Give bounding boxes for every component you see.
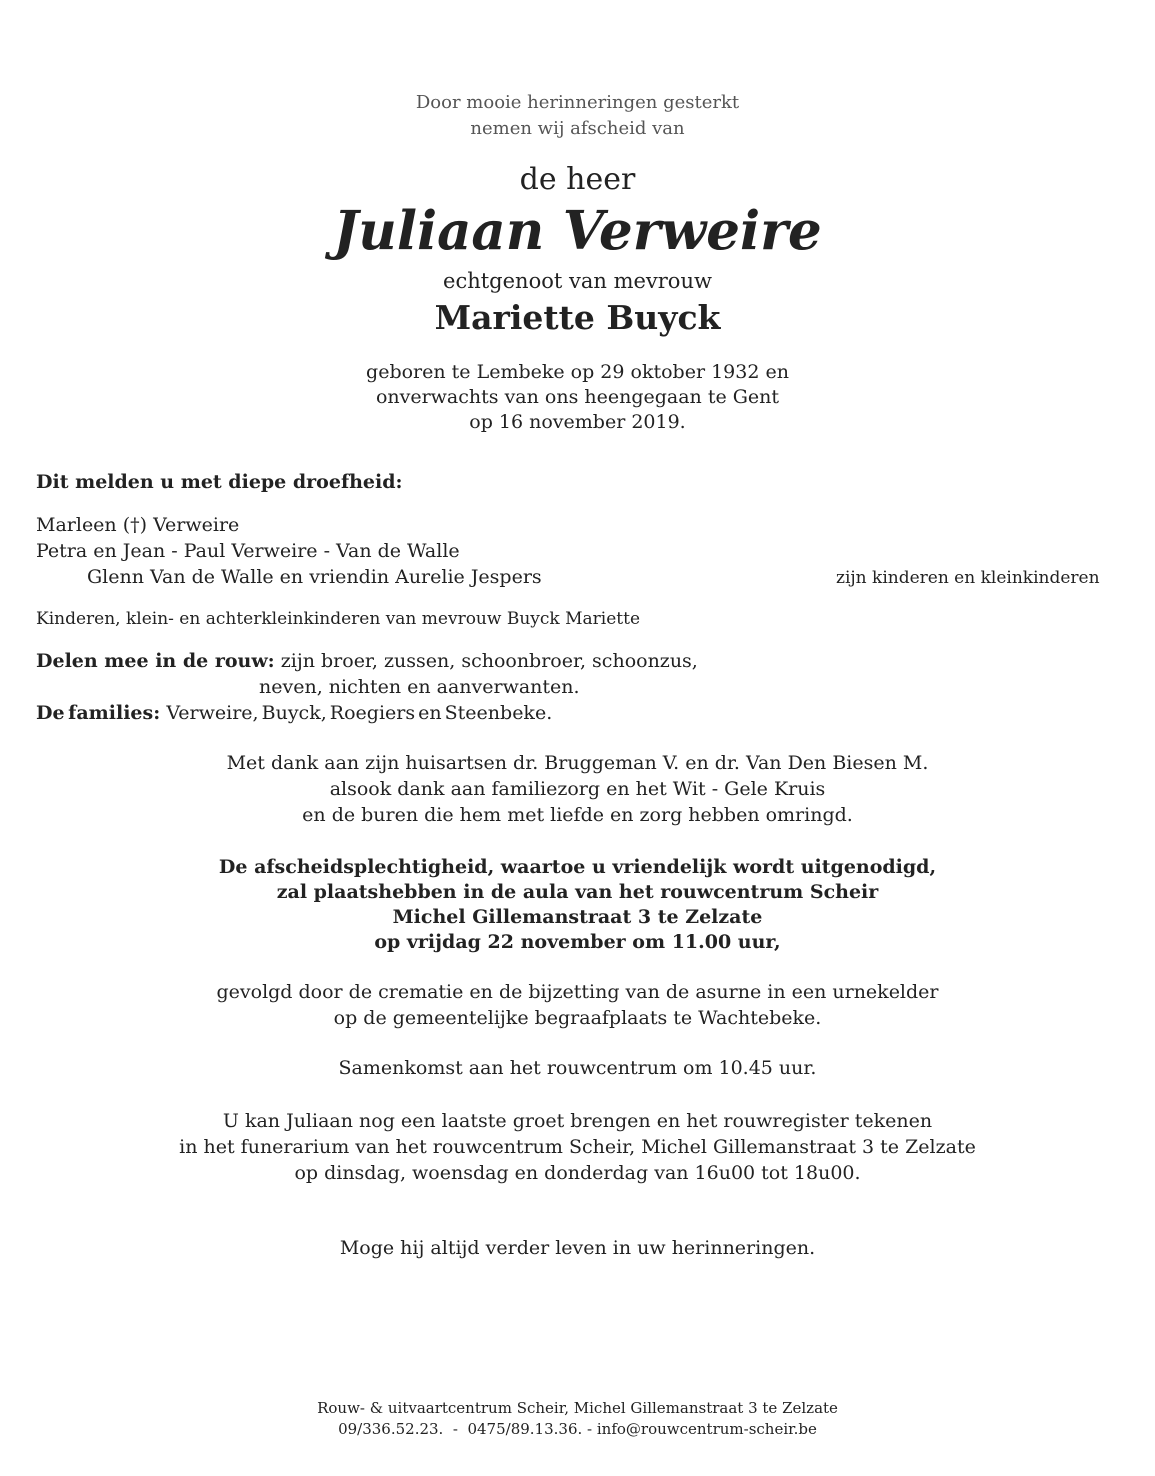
ceremony-line-1: De afscheidsplechtigheid, waartoe u vriendelijk wordt uitgenodigd,	[218, 856, 937, 878]
mourning-line-1	[36, 650, 698, 672]
spouse-intro: echtgenoot van mevrouw	[443, 269, 712, 293]
death-line: onverwachts van ons heengegaan te Gent	[375, 386, 780, 408]
ceremony-line-4: op vrijdag 22 november om 11.00 uur,	[374, 931, 781, 953]
honorific: de heer	[519, 162, 636, 197]
thanks-line-1: Met dank aan zijn huisartsen dr. Bruggeman V. en dr. Van Den Biesen M.	[226, 752, 929, 774]
mourning-text-2: neven, nichten en aanverwanten.	[259, 676, 580, 698]
families-label: De families:	[36, 702, 161, 724]
visitation-line-3: op dinsdag, woensdag en donderdag van 16u00 tot 18u00.	[294, 1162, 861, 1184]
visitation-line-2: in het funerarium van het rouwcentrum Scheir, Michel Gillemanstraat 3 te Zelzate	[179, 1136, 976, 1158]
mourning-label: Delen mee in de rouw:	[36, 650, 275, 672]
gathering-line: Samenkomst aan het rouwcentrum om 10.45 uur.	[338, 1057, 817, 1079]
spouse-name: Mariette Buyck	[434, 298, 721, 337]
thanks-line-2: alsook dank aan familiezorg en het Wit - Gele Kruis	[329, 778, 826, 800]
birth-line: geboren te Lembeke op 29 oktober 1932 en	[366, 361, 789, 383]
cremation-line-1: gevolgd door de crematie en de bijzetting van de asurne in een urnekelder	[216, 981, 939, 1003]
visitation-line-1: U kan Juliaan nog een laatste groet brengen en het rouwregister tekenen	[222, 1110, 933, 1132]
spouse-family: Kinderen, klein- en achterkleinkinderen van mevrouw Buyck Mariette	[36, 609, 640, 629]
thanks-line-3: en de buren die hem met liefde en zorg hebben omringd.	[302, 804, 853, 826]
family-member-3: Glenn Van de Walle en vriendin Aurelie Jespers	[87, 566, 542, 588]
intro-line-1: Door mooie herinneringen gesterkt	[415, 92, 740, 113]
mourning-text-1: zijn broer, zussen, schoonbroer, schoonzus,	[280, 650, 698, 672]
families-text: Verweire, Buyck, Roegiers en Steenbeke.	[166, 702, 553, 724]
family-member-1: Marleen (†) Verweire	[36, 514, 240, 536]
family-member-2: Petra en Jean - Paul Verweire - Van de Walle	[36, 540, 460, 562]
cremation-line-2: op de gemeentelijke begraafplaats te Wachtebeke.	[333, 1007, 822, 1029]
intro-line-2: nemen wij afscheid van	[470, 118, 685, 139]
closing-line: Moge hij altijd verder leven in uw herinneringen.	[339, 1237, 816, 1259]
announcement-heading: Dit melden u met diepe droefheid:	[36, 471, 403, 493]
family-relation: zijn kinderen en kleinkinderen	[836, 568, 1100, 588]
families-line	[36, 702, 552, 724]
footer-contact: 09/336.52.23. - 0475/89.13.36. - info@rouwcentrum-scheir.be	[338, 1420, 817, 1438]
footer-address: Rouw- & uitvaartcentrum Scheir, Michel Gillemanstraat 3 te Zelzate	[317, 1399, 838, 1417]
death-date-line: op 16 november 2019.	[469, 411, 686, 433]
ceremony-line-3: Michel Gillemanstraat 3 te Zelzate	[392, 906, 763, 928]
ceremony-line-2: zal plaatshebben in de aula van het rouwcentrum Scheir	[276, 881, 879, 903]
deceased-name: Juliaan Verweire	[333, 200, 822, 262]
